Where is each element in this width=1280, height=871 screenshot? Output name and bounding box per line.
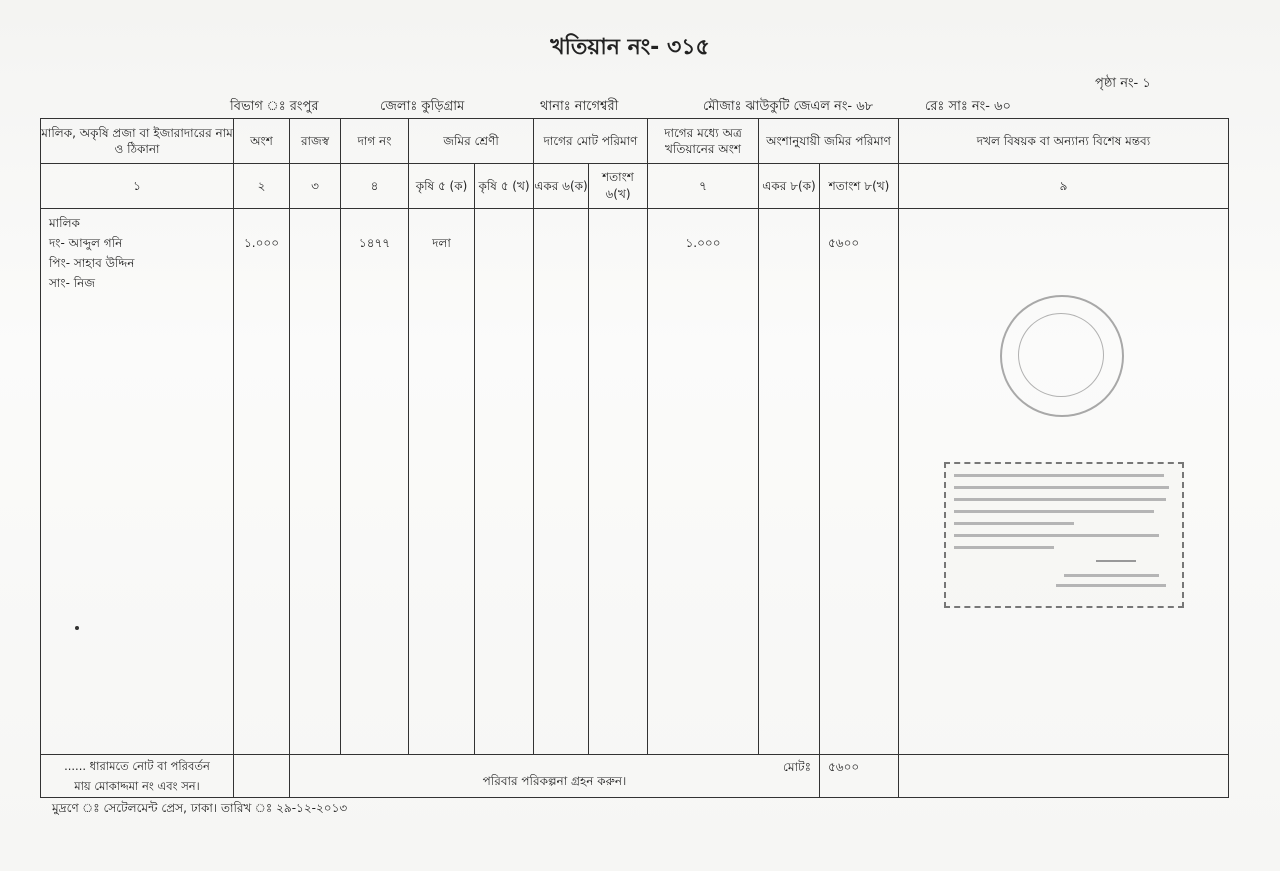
signature-mark	[1096, 560, 1136, 562]
owner-line: পিং- সাহাব উদ্দিন	[49, 256, 135, 270]
stamp-text-line	[1056, 584, 1166, 587]
division-label: বিভাগ ঃ রংপুর	[230, 99, 319, 114]
owner-line: সাং- নিজ	[49, 276, 96, 290]
total-label: মোটঃ	[783, 760, 811, 774]
dag-share-value: ১.০০০	[685, 236, 721, 250]
stamp-text-line	[954, 498, 1166, 501]
stamp-text-line	[954, 546, 1054, 549]
col-num-6b: শতাংশ ৬(খ)	[589, 164, 648, 209]
total-cell	[820, 755, 899, 798]
official-seal-icon	[1000, 295, 1124, 417]
family-planning-note: পরিবার পরিকল্পনা গ্রহন করুন।	[482, 774, 627, 788]
col-num-5a: কৃষি ৫ (ক)	[409, 164, 475, 209]
dag-acre-cell	[534, 209, 589, 755]
header-dag-total: দাগের মোট পরিমাণ	[534, 119, 648, 164]
header-revenue: রাজস্ব	[290, 119, 341, 164]
share-cell	[234, 209, 290, 755]
owner-line: মালিক	[49, 216, 80, 230]
footer-share-cell	[234, 755, 290, 798]
col-num-9: ৯	[899, 164, 1229, 209]
header-share: অংশ	[234, 119, 290, 164]
header-remarks: দখল বিষয়ক বা অন্যান্য বিশেষ মন্তব্য	[899, 119, 1229, 164]
col-num-6a: একর ৬(ক)	[534, 164, 589, 209]
column-number-row	[41, 164, 1229, 209]
stamp-text-line	[954, 474, 1164, 477]
seal-inner-ring	[1018, 313, 1104, 397]
header-share-area: অংশানুযায়ী জমির পরিমাণ	[759, 119, 899, 164]
header-row	[41, 119, 1229, 164]
area-decimal-value: ৫৬০০	[828, 236, 860, 250]
ink-dot	[75, 626, 79, 630]
area-acre-cell	[759, 209, 820, 755]
dag-share-cell	[648, 209, 759, 755]
header-dag-share: দাগের মধ্যে অত্র খতিয়ানের অংশ	[648, 119, 759, 164]
thana-label: থানাঃ নাগেশ্বরী	[540, 99, 619, 114]
footer-row	[41, 755, 1229, 798]
note-line-1: ...... ধারামতে নোট বা পরিবর্তন	[64, 759, 210, 773]
land-class-cell	[409, 209, 475, 755]
col-num-2: ২	[234, 164, 290, 209]
col-num-8a: একর ৮(ক)	[759, 164, 820, 209]
owner-cell	[41, 209, 234, 755]
col-num-7: ৭	[648, 164, 759, 209]
note-line-2: মায় মোকাদ্দমা নং এবং সন।	[74, 779, 200, 793]
mouza-label: মৌজাঃ ঝাউকুটি জেএল নং- ৬৮	[703, 99, 874, 114]
dag-no-value: ১৪৭৭	[358, 236, 391, 250]
col-num-8b: শতাংশ ৮(খ)	[820, 164, 899, 209]
land-class-b-cell	[475, 209, 534, 755]
printer-line: মুদ্রণে ঃ সেটেলমেন্ট প্রেস, ঢাকা। তারিখ ঃ ২৯-১২-২০১৩	[52, 801, 348, 815]
district-label: জেলাঃ কুড়িগ্রাম	[380, 99, 465, 114]
footer-merged-cell	[290, 755, 820, 798]
document-title: খতিয়ান নং- ৩১৫	[550, 35, 710, 60]
header-owner: মালিক, অকৃষি প্রজা বা ইজারাদারের নাম ও ঠিকানা	[41, 119, 234, 164]
stamp-text-line	[954, 534, 1159, 537]
reg-label: রেঃ সাঃ নং- ৬০	[925, 99, 1011, 114]
revenue-cell	[290, 209, 341, 755]
header-land-class: জমির শ্রেণী	[409, 119, 534, 164]
col-num-1: ১	[41, 164, 234, 209]
share-value: ১.০০০	[243, 236, 279, 250]
header-dag-no: দাগ নং	[341, 119, 409, 164]
certification-stamp	[944, 462, 1184, 608]
col-num-3: ৩	[290, 164, 341, 209]
total-value: ৫৬০০	[828, 760, 860, 774]
area-decimal-cell	[820, 209, 899, 755]
stamp-text-line	[954, 510, 1154, 513]
dag-decimal-cell	[589, 209, 648, 755]
footer-remarks-cell	[899, 755, 1229, 798]
stamp-text-line	[954, 522, 1074, 525]
note-cell	[41, 755, 234, 798]
owner-line: দং- আব্দুল গনি	[49, 236, 123, 250]
stamp-text-line	[954, 486, 1169, 489]
col-num-4: ৪	[341, 164, 409, 209]
page-number: পৃষ্ঠা নং- ১	[1095, 76, 1151, 91]
col-num-5b: কৃষি ৫ (খ)	[475, 164, 534, 209]
khatian-table	[40, 118, 1229, 798]
dag-no-cell	[341, 209, 409, 755]
land-class-value: দলা	[432, 236, 451, 250]
stamp-text-line	[1064, 574, 1159, 577]
